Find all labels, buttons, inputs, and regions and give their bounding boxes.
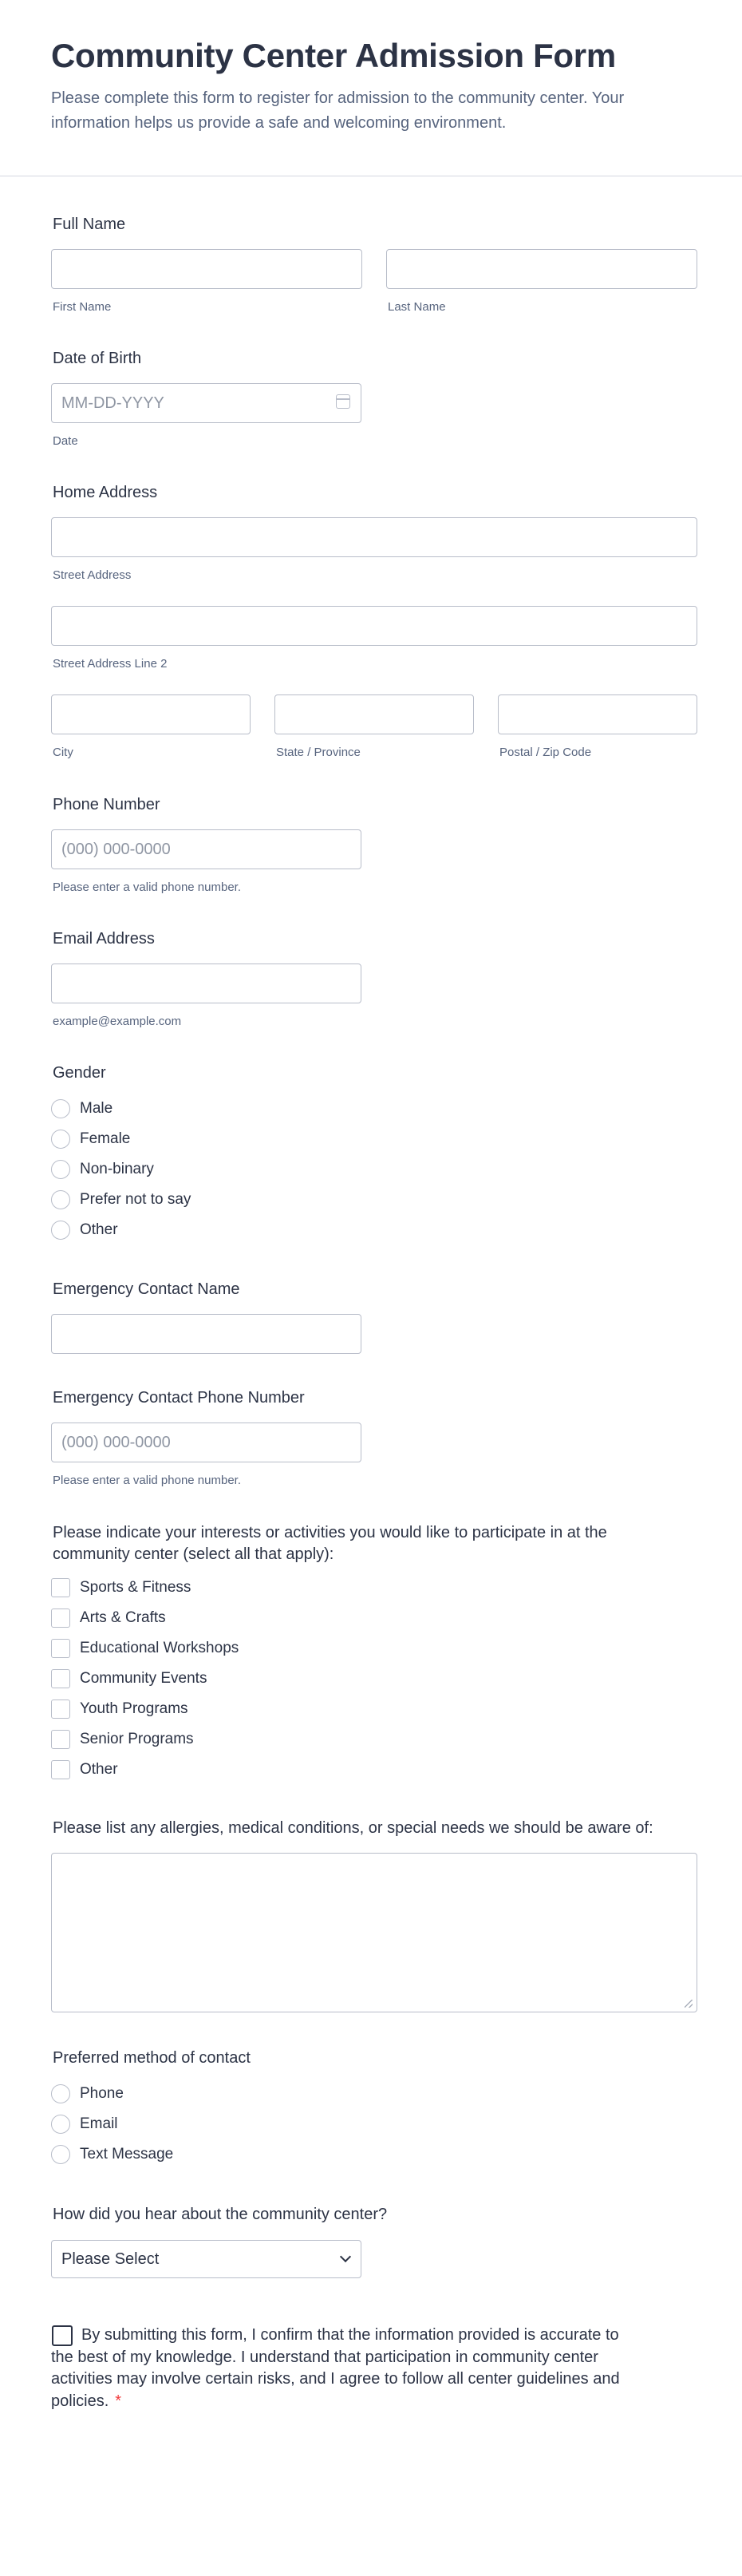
gender-option-male[interactable] [51, 1098, 112, 1120]
option-label: Youth Programs [80, 1700, 188, 1717]
checkbox[interactable] [51, 1760, 70, 1779]
contact-option-email[interactable] [51, 2113, 118, 2135]
interest-option-community-events[interactable] [51, 1668, 207, 1690]
page-title: Community Center Admission Form [51, 37, 616, 74]
interest-option-other[interactable] [51, 1759, 118, 1781]
option-label: Other [80, 1221, 118, 1238]
first-name-input[interactable] [51, 249, 362, 289]
interest-option-arts-crafts[interactable] [51, 1607, 166, 1629]
state-input[interactable] [274, 694, 474, 734]
gender-option-prefer-not-to-say[interactable] [51, 1189, 191, 1211]
street-address-sublabel: Street Address [53, 568, 132, 582]
select-value: Please Select [61, 2250, 160, 2268]
contact-option-text-message[interactable] [51, 2143, 173, 2166]
email-input[interactable] [51, 964, 361, 1003]
contact-option-phone[interactable] [51, 2083, 124, 2105]
medical-field [51, 1853, 697, 2012]
phone-hint: Please enter a valid phone number. [53, 880, 241, 894]
emergency-name-input[interactable] [51, 1314, 361, 1354]
state-sublabel: State / Province [276, 746, 361, 759]
radio-button[interactable] [51, 1190, 70, 1209]
city-input[interactable] [51, 694, 251, 734]
emergency-phone-hint: Please enter a valid phone number. [53, 1474, 241, 1487]
option-label: Email [80, 2115, 118, 2132]
radio-button[interactable] [51, 1130, 70, 1149]
street-address-input[interactable] [51, 517, 697, 557]
checkbox[interactable] [51, 1669, 70, 1688]
option-label: Text Message [80, 2146, 174, 2162]
consent-statement [51, 2325, 626, 2412]
city-sublabel: City [53, 746, 73, 759]
calendar-icon[interactable] [336, 394, 350, 409]
interest-option-senior-programs[interactable] [51, 1728, 194, 1751]
dob-label: Date of Birth [53, 350, 142, 367]
home-address-label: Home Address [53, 484, 158, 501]
radio-button[interactable] [51, 2145, 70, 2164]
contact-method-label: Preferred method of contact [53, 2049, 251, 2067]
option-label: Phone [80, 2085, 124, 2102]
checkbox[interactable] [51, 1730, 70, 1749]
phone-label: Phone Number [53, 796, 160, 813]
email-label: Email Address [53, 930, 155, 948]
option-label: Female [80, 1130, 131, 1147]
gender-label: Gender [53, 1064, 106, 1082]
dob-field [51, 383, 361, 423]
gender-option-other[interactable] [51, 1219, 118, 1241]
required-marker: * [115, 2392, 122, 2410]
checkbox[interactable] [51, 1639, 70, 1658]
zip-input[interactable] [498, 694, 697, 734]
form-description: Please complete this form to register for admission to the community center. Your information helps us provide a safe and welcoming environment. [51, 89, 625, 132]
option-label: Male [80, 1100, 113, 1117]
option-label: Non-binary [80, 1161, 154, 1177]
resize-handle-icon[interactable] [685, 2000, 693, 2008]
street-address-line2-sublabel: Street Address Line 2 [53, 657, 168, 671]
radio-button[interactable] [51, 1099, 70, 1118]
referral-label: How did you hear about the community center? [53, 2206, 388, 2223]
option-label: Educational Workshops [80, 1640, 239, 1656]
first-name-sublabel: First Name [53, 300, 112, 314]
emergency-phone-label: Emergency Contact Phone Number [53, 1389, 305, 1407]
dob-sublabel: Date [53, 434, 78, 448]
radio-button[interactable] [51, 1160, 70, 1179]
option-label: Other [80, 1761, 118, 1778]
chevron-down-icon [340, 2251, 351, 2262]
interests-label: Please indicate your interests or activities you would like to participate in at the community center (select all that apply): [53, 1524, 607, 1563]
option-label: Senior Programs [80, 1731, 194, 1747]
radio-button[interactable] [51, 2084, 70, 2103]
gender-option-female[interactable] [51, 1128, 130, 1150]
radio-button[interactable] [51, 1221, 70, 1240]
interest-option-youth-programs[interactable] [51, 1698, 188, 1720]
option-label: Prefer not to say [80, 1191, 191, 1208]
checkbox[interactable] [51, 1578, 70, 1597]
option-label: Sports & Fitness [80, 1579, 191, 1596]
medical-textarea[interactable] [51, 1853, 697, 2012]
checkbox[interactable] [51, 1700, 70, 1719]
referral-select[interactable] [51, 2240, 361, 2278]
last-name-input[interactable] [386, 249, 697, 289]
checkbox[interactable] [51, 1609, 70, 1628]
option-label: Arts & Crafts [80, 1609, 166, 1626]
dob-input[interactable] [51, 383, 361, 423]
medical-label: Please list any allergies, medical conditions, or special needs we should be aware of: [53, 1819, 653, 1837]
phone-input[interactable] [51, 829, 361, 869]
radio-button[interactable] [51, 2115, 70, 2134]
street-address-line2-input[interactable] [51, 606, 697, 646]
gender-option-non-binary[interactable] [51, 1158, 154, 1181]
emergency-phone-input[interactable] [51, 1423, 361, 1462]
full-name-label: Full Name [53, 216, 126, 233]
interest-option-educational-workshops[interactable] [51, 1637, 239, 1660]
zip-sublabel: Postal / Zip Code [499, 746, 592, 759]
option-label: Community Events [80, 1670, 207, 1687]
last-name-sublabel: Last Name [388, 300, 446, 314]
email-hint: example@example.com [53, 1015, 182, 1028]
emergency-name-label: Emergency Contact Name [53, 1280, 240, 1298]
consent-text: By submitting this form, I confirm that the information provided is accurate to the best of my knowledge. I understand that participation in community center activities may involve certain risks, and I agree to follow all center guidelines and policies. [51, 2326, 620, 2410]
interest-option-sports-fitness[interactable] [51, 1577, 191, 1599]
